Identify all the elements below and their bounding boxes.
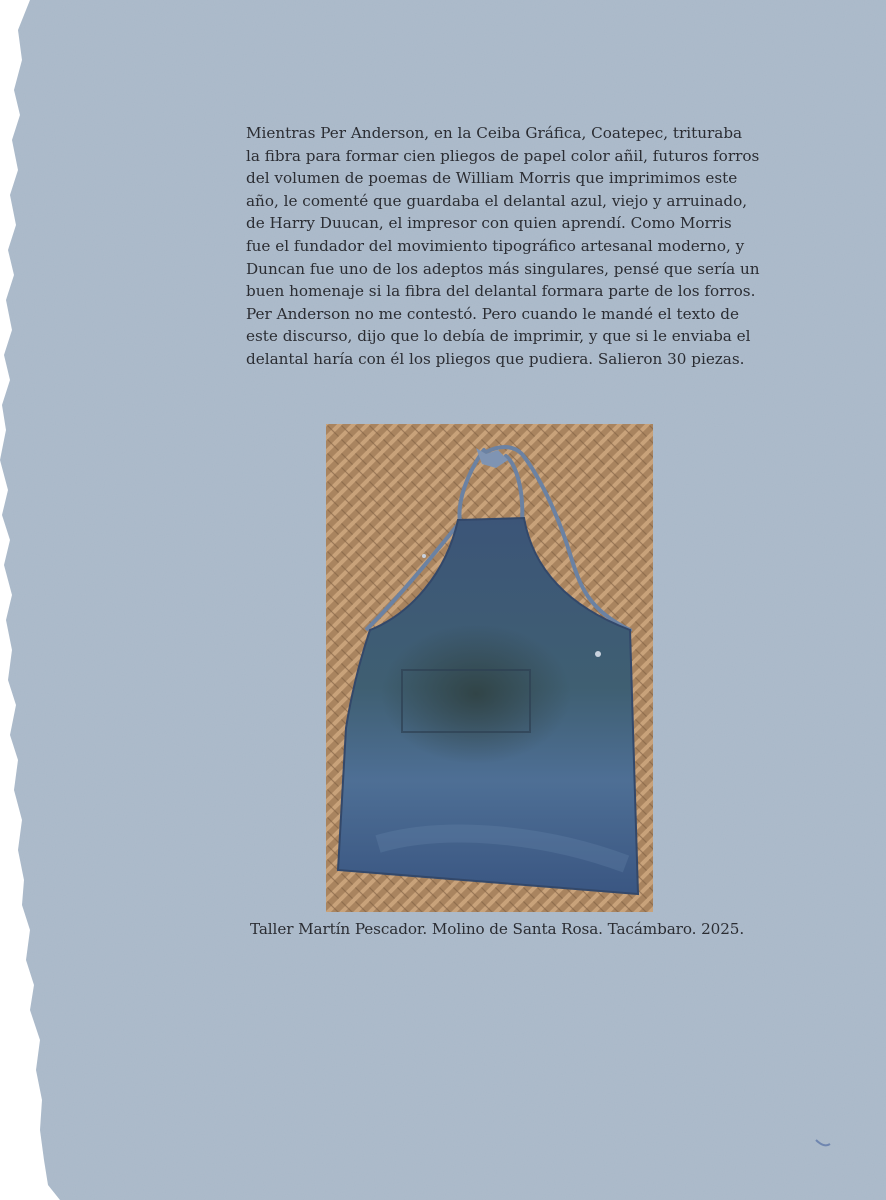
paragraph-line: la fibra para formar cien pliegos de papel color añil, futuros forros <box>246 146 760 165</box>
paragraph-line: de Harry Duucan, el impresor con quien aprendí. Como Morris <box>246 214 732 233</box>
apron-stain <box>381 624 571 764</box>
paragraph-line: año, le comenté que guardaba el delantal azul, viejo y arruinado, <box>246 191 748 210</box>
paragraph-line: Mientras Per Anderson, en la Ceiba Gráfica, Coatepec, trituraba <box>246 124 743 142</box>
apron-photo <box>326 424 653 912</box>
paragraph-line: del volumen de poemas de William Morris que imprimimos este <box>246 169 738 188</box>
paragraph-line: buen homenaje si la fibra del delantal formara parte de los forros. <box>246 282 756 301</box>
photo-caption: Taller Martín Pescador. Molino de Santa Rosa. Tacámbaro. 2025. <box>250 920 745 938</box>
paragraph-line: Per Anderson no me contestó. Pero cuando le mandé el texto de <box>246 304 739 323</box>
body-paragraph <box>246 122 760 371</box>
paragraph-line: delantal haría con él los pliegos que pudiera. Salieron 30 piezas. <box>246 349 745 368</box>
paragraph-line: fue el fundador del movimiento tipográfico artesanal moderno, y <box>246 236 745 255</box>
paragraph-line: Duncan fue uno de los adeptos más singulares, pensé que sería un <box>246 259 760 278</box>
paragraph-line: este discurso, dijo que lo debía de imprimir, y que si le enviaba el <box>246 327 751 346</box>
